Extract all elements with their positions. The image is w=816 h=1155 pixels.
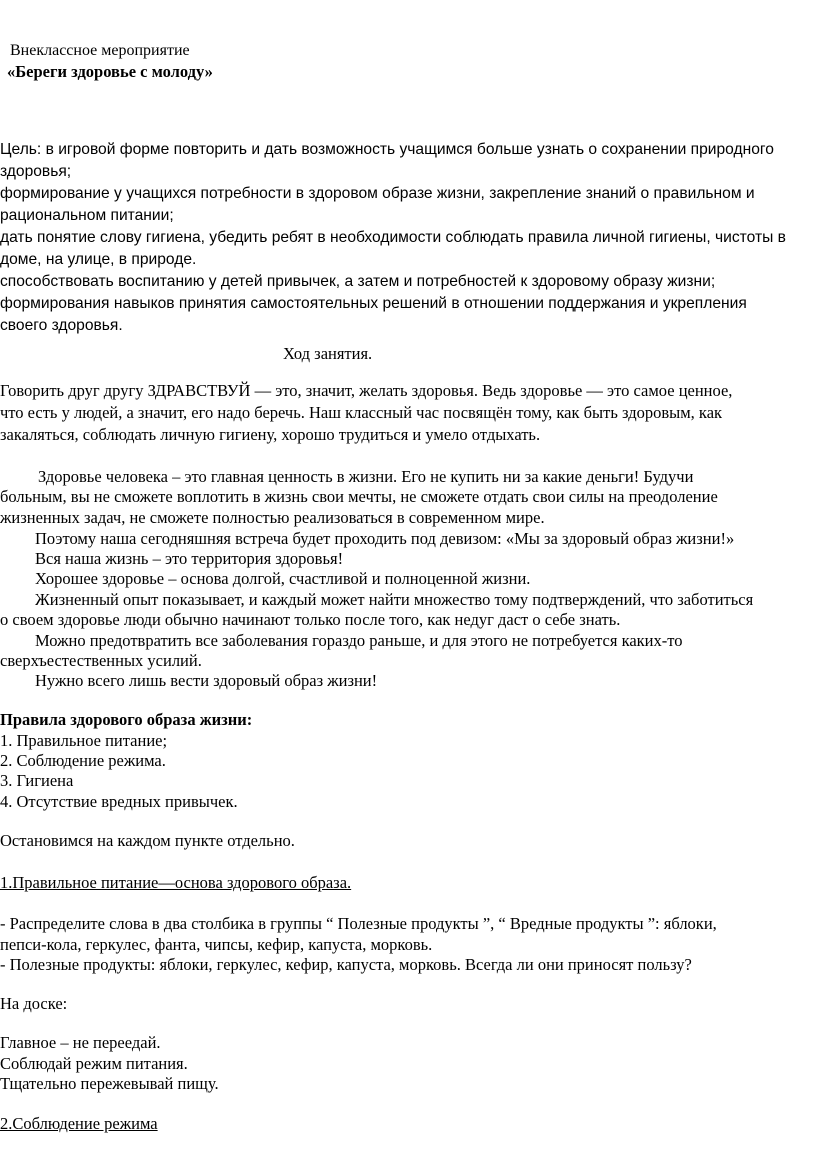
body-line: Здоровье человека – это главная ценность в жизни. Его не купить ни за какие деньги! Будучи: [38, 467, 694, 486]
goal-line: способствовать воспитанию у детей привычек, а затем и потребностей к здоровому образу жизни;: [0, 273, 716, 290]
body-line: жизненных задач, не сможете полностью реализоваться в современном мире.: [0, 508, 545, 527]
goal-line: рациональном питании;: [0, 207, 174, 224]
goal-line: здоровья;: [0, 163, 72, 180]
goal-line: формирования навыков принятия самостоятельных решений в отношении поддержания и укрепления: [0, 295, 747, 312]
goal-line: доме, на улице, в природе.: [0, 251, 197, 268]
event-title: «Береги здоровье с молоду»: [7, 62, 213, 81]
body-line: Вся наша жизнь – это территория здоровья!: [35, 549, 344, 568]
board-line: Соблюдай режим питания.: [0, 1054, 188, 1073]
goal-line: дать понятие слову гигиена, убедить ребят в необходимости соблюдать правила личной гигиены, чистоты в: [0, 229, 786, 246]
body-line: больным, вы не сможете воплотить в жизнь свои мечты, не сможете отдать свои силы на преодоление: [0, 487, 718, 506]
goal-line: Цель: в игровой форме повторить и дать возможность учащимся больше узнать о сохранении природного: [0, 141, 774, 158]
body-line: сверхъестественных усилий.: [0, 651, 202, 670]
intro-line: что есть у людей, а значит, его надо беречь. Наш классный час посвящён тому, как быть здоровым, как: [0, 403, 723, 422]
goal-line: формирование у учащихся потребности в здоровом образе жизни, закрепление знаний о правильном и: [0, 185, 755, 202]
body-line: Нужно всего лишь вести здоровый образ жизни!: [35, 671, 378, 690]
section-heading: 1.Правильное питание—основа здорового образа.: [0, 873, 352, 892]
exercise-line: - Полезные продукты: яблоки, геркулес, кефир, капуста, морковь. Всегда ли они приносят пользу?: [0, 955, 692, 974]
intro-line: Говорить друг другу ЗДРАВСТВУЙ — это, значит, желать здоровья. Ведь здоровье — это самое ценное,: [0, 381, 733, 400]
event-type: Внеклассное мероприятие: [10, 42, 190, 59]
exercise-line: пепси-кола, геркулес, фанта, чипсы, кефир, капуста, морковь.: [0, 935, 433, 954]
body-line: Хорошее здоровье – основа долгой, счастливой и полноценной жизни.: [35, 569, 531, 588]
goal-line: своего здоровья.: [0, 317, 123, 334]
body-line: Поэтому наша сегодняшняя встреча будет проходить под девизом: «Мы за здоровый образ жизни!»: [35, 529, 735, 548]
board-line: Главное – не переедай.: [0, 1033, 161, 1052]
rules-heading: Правила здорового образа жизни:: [0, 710, 253, 729]
section-heading: 2.Соблюдение режима: [0, 1114, 158, 1133]
intro-line: закаляться, соблюдать личную гигиену, хорошо трудиться и умело отдыхать.: [0, 425, 541, 444]
rules-list-item: 2. Соблюдение режима.: [0, 751, 166, 770]
body-line: Можно предотвратить все заболевания гораздо раньше, и для этого не потребуется каких-то: [35, 631, 683, 650]
body-line: о своем здоровье люди обычно начинают только после того, как недуг даст о себе знать.: [0, 610, 621, 629]
rules-list-item: 1. Правильное питание;: [0, 731, 168, 750]
body-line: Жизненный опыт показывает, и каждый может найти множество тому подтверждений, что заботиться: [35, 590, 754, 609]
board-label: На доске:: [0, 994, 68, 1013]
pause-text: Остановимся на каждом пункте отдельно.: [0, 831, 295, 850]
rules-list-item: 3. Гигиена: [0, 771, 74, 790]
lesson-heading: Ход занятия.: [283, 344, 373, 363]
rules-list-item: 4. Отсутствие вредных привычек.: [0, 792, 238, 811]
board-line: Тщательно пережевывай пищу.: [0, 1074, 219, 1093]
exercise-line: - Распределите слова в два столбика в группы “ Полезные продукты ”, “ Вредные продукты ”: яблоки,: [0, 914, 717, 933]
